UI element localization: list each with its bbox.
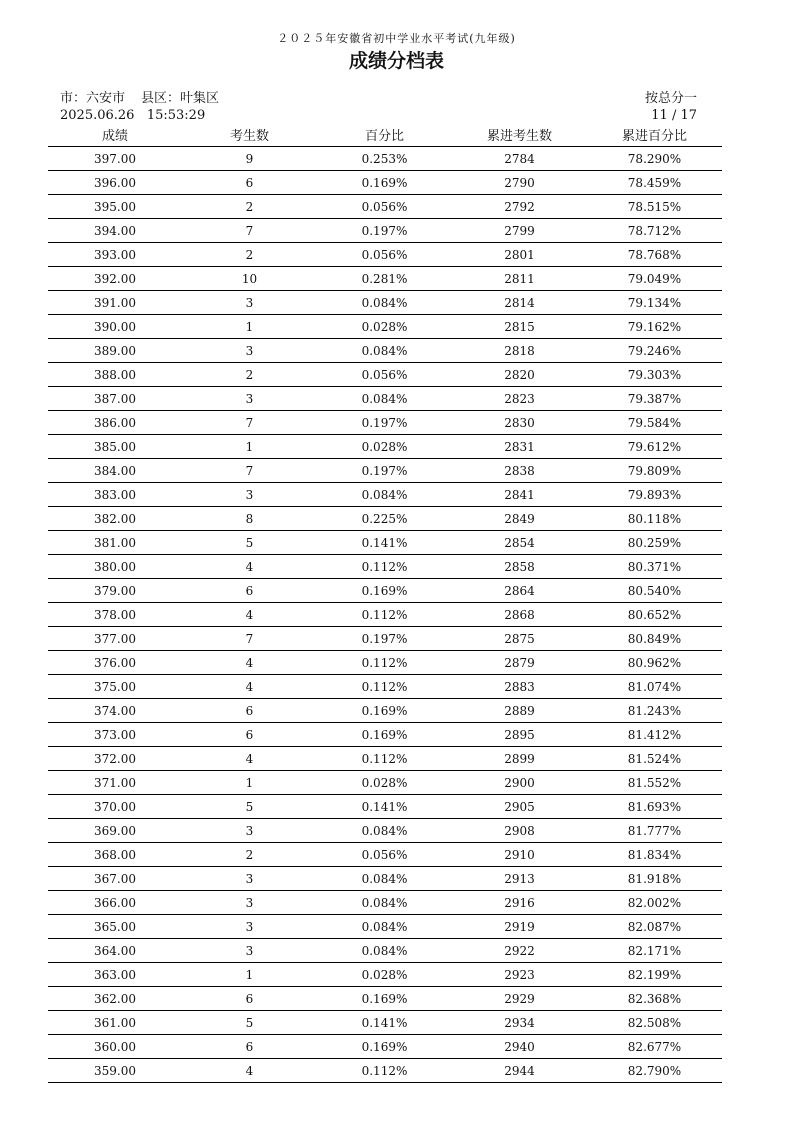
table-row (48, 987, 722, 1011)
table-row (48, 891, 722, 915)
cell-cumulative-count: 2841 (452, 483, 587, 507)
cell-cumulative-count: 2934 (452, 1011, 587, 1035)
cell-score: 385.00 (48, 435, 182, 459)
cell-cumulative-count: 2900 (452, 771, 587, 795)
cell-score: 363.00 (48, 963, 182, 987)
cell-cumulative-percent: 82.171% (587, 939, 722, 963)
cell-score: 368.00 (48, 843, 182, 867)
cell-count: 2 (182, 363, 317, 387)
cell-percent: 0.084% (317, 915, 452, 939)
cell-percent: 0.056% (317, 243, 452, 267)
cell-cumulative-percent: 80.118% (587, 507, 722, 531)
cell-cumulative-percent: 82.677% (587, 1035, 722, 1059)
table-row (48, 867, 722, 891)
cell-count: 3 (182, 291, 317, 315)
table-row (48, 603, 722, 627)
table-row (48, 291, 722, 315)
cell-count: 4 (182, 1059, 317, 1083)
cell-score: 394.00 (48, 219, 182, 243)
cell-percent: 0.084% (317, 891, 452, 915)
cell-count: 4 (182, 603, 317, 627)
table-row (48, 243, 722, 267)
cell-cumulative-count: 2944 (452, 1059, 587, 1083)
cell-cumulative-percent: 81.552% (587, 771, 722, 795)
table-row (48, 651, 722, 675)
cell-cumulative-percent: 78.290% (587, 147, 722, 171)
cell-count: 6 (182, 723, 317, 747)
cell-score: 389.00 (48, 339, 182, 363)
cell-cumulative-percent: 81.412% (587, 723, 722, 747)
report-meta-right (645, 90, 697, 124)
cell-score: 391.00 (48, 291, 182, 315)
cell-percent: 0.197% (317, 627, 452, 651)
cell-cumulative-count: 2811 (452, 267, 587, 291)
cell-cumulative-count: 2815 (452, 315, 587, 339)
cell-percent: 0.197% (317, 219, 452, 243)
cell-score: 395.00 (48, 195, 182, 219)
cell-cumulative-count: 2790 (452, 171, 587, 195)
cell-percent: 0.112% (317, 1059, 452, 1083)
cell-cumulative-count: 2868 (452, 603, 587, 627)
city-label: 市：六安市 (60, 91, 126, 106)
cell-score: 379.00 (48, 579, 182, 603)
cell-cumulative-percent: 78.459% (587, 171, 722, 195)
cell-cumulative-count: 2922 (452, 939, 587, 963)
table-row (48, 843, 722, 867)
cell-count: 7 (182, 627, 317, 651)
table-row (48, 315, 722, 339)
cell-count: 3 (182, 891, 317, 915)
cell-percent: 0.084% (317, 867, 452, 891)
cell-cumulative-count: 2792 (452, 195, 587, 219)
cell-cumulative-percent: 79.584% (587, 411, 722, 435)
cell-percent: 0.141% (317, 795, 452, 819)
cell-count: 1 (182, 963, 317, 987)
cell-cumulative-percent: 79.387% (587, 387, 722, 411)
cell-cumulative-percent: 80.371% (587, 555, 722, 579)
cell-count: 2 (182, 843, 317, 867)
cell-count: 3 (182, 915, 317, 939)
cell-score: 378.00 (48, 603, 182, 627)
table-row (48, 195, 722, 219)
cell-score: 369.00 (48, 819, 182, 843)
table-row (48, 507, 722, 531)
cell-count: 4 (182, 747, 317, 771)
cell-cumulative-percent: 80.259% (587, 531, 722, 555)
cell-count: 5 (182, 795, 317, 819)
cell-percent: 0.028% (317, 963, 452, 987)
cell-cumulative-count: 2784 (452, 147, 587, 171)
cell-cumulative-percent: 79.612% (587, 435, 722, 459)
cell-count: 2 (182, 195, 317, 219)
cell-count: 7 (182, 411, 317, 435)
table-row (48, 387, 722, 411)
cell-cumulative-count: 2823 (452, 387, 587, 411)
cell-cumulative-count: 2818 (452, 339, 587, 363)
cell-cumulative-count: 2801 (452, 243, 587, 267)
cell-percent: 0.141% (317, 1011, 452, 1035)
table-row (48, 435, 722, 459)
table-row (48, 1035, 722, 1059)
cell-percent: 0.028% (317, 771, 452, 795)
cell-count: 3 (182, 483, 317, 507)
cell-count: 7 (182, 219, 317, 243)
cell-percent: 0.197% (317, 411, 452, 435)
cell-cumulative-count: 2929 (452, 987, 587, 1011)
cell-score: 388.00 (48, 363, 182, 387)
report-meta-left (60, 90, 235, 124)
cell-cumulative-percent: 78.515% (587, 195, 722, 219)
cell-score: 382.00 (48, 507, 182, 531)
cell-percent: 0.084% (317, 819, 452, 843)
cell-cumulative-percent: 78.712% (587, 219, 722, 243)
cell-cumulative-percent: 80.962% (587, 651, 722, 675)
cell-score: 392.00 (48, 267, 182, 291)
table-row (48, 795, 722, 819)
cell-cumulative-percent: 80.849% (587, 627, 722, 651)
cell-cumulative-percent: 81.693% (587, 795, 722, 819)
cell-count: 7 (182, 459, 317, 483)
cell-count: 6 (182, 699, 317, 723)
cell-score: 367.00 (48, 867, 182, 891)
cell-count: 4 (182, 555, 317, 579)
report-datetime: 2025.06.26 15:53:29 (60, 108, 206, 123)
cell-cumulative-percent: 79.049% (587, 267, 722, 291)
cell-cumulative-percent: 82.199% (587, 963, 722, 987)
cell-score: 374.00 (48, 699, 182, 723)
cell-percent: 0.084% (317, 291, 452, 315)
cell-cumulative-percent: 82.002% (587, 891, 722, 915)
cell-percent: 0.253% (317, 147, 452, 171)
cell-count: 9 (182, 147, 317, 171)
cell-score: 370.00 (48, 795, 182, 819)
cell-count: 3 (182, 339, 317, 363)
cell-cumulative-count: 2831 (452, 435, 587, 459)
table-header-row (48, 123, 722, 147)
cell-score: 384.00 (48, 459, 182, 483)
table-row (48, 147, 722, 171)
sort-mode-label: 按总分一 (644, 91, 697, 106)
page-number: 11 / 17 (651, 108, 697, 123)
cell-percent: 0.028% (317, 315, 452, 339)
cell-score: 360.00 (48, 1035, 182, 1059)
cell-cumulative-percent: 81.777% (587, 819, 722, 843)
cell-cumulative-percent: 79.134% (587, 291, 722, 315)
cell-score: 387.00 (48, 387, 182, 411)
cell-count: 2 (182, 243, 317, 267)
report-subtitle: ２０２５年安徽省初中学业水平考试(九年级) (277, 32, 516, 45)
cell-score: 366.00 (48, 891, 182, 915)
table-row (48, 627, 722, 651)
table-row (48, 915, 722, 939)
table-row (48, 1059, 722, 1083)
cell-cumulative-count: 2814 (452, 291, 587, 315)
cell-cumulative-count: 2854 (452, 531, 587, 555)
cell-count: 6 (182, 579, 317, 603)
cell-score: 390.00 (48, 315, 182, 339)
cell-cumulative-percent: 79.303% (587, 363, 722, 387)
cell-cumulative-percent: 81.243% (587, 699, 722, 723)
cell-percent: 0.084% (317, 483, 452, 507)
cell-percent: 0.169% (317, 1035, 452, 1059)
cell-score: 376.00 (48, 651, 182, 675)
cell-score: 380.00 (48, 555, 182, 579)
cell-percent: 0.169% (317, 171, 452, 195)
column-header-cumulative-percent: 累进百分比 (587, 123, 722, 147)
table-row (48, 459, 722, 483)
table-row (48, 819, 722, 843)
cell-percent: 0.225% (317, 507, 452, 531)
cell-count: 8 (182, 507, 317, 531)
cell-percent: 0.281% (317, 267, 452, 291)
cell-cumulative-count: 2895 (452, 723, 587, 747)
cell-count: 3 (182, 819, 317, 843)
cell-percent: 0.112% (317, 675, 452, 699)
table-header (48, 123, 722, 147)
cell-percent: 0.056% (317, 843, 452, 867)
cell-cumulative-count: 2799 (452, 219, 587, 243)
cell-cumulative-count: 2883 (452, 675, 587, 699)
table-row (48, 579, 722, 603)
table-row (48, 747, 722, 771)
cell-percent: 0.169% (317, 987, 452, 1011)
table-row (48, 771, 722, 795)
cell-percent: 0.112% (317, 603, 452, 627)
cell-cumulative-percent: 79.246% (587, 339, 722, 363)
cell-score: 361.00 (48, 1011, 182, 1035)
cell-score: 381.00 (48, 531, 182, 555)
cell-score: 372.00 (48, 747, 182, 771)
cell-cumulative-count: 2916 (452, 891, 587, 915)
cell-cumulative-percent: 81.834% (587, 843, 722, 867)
cell-cumulative-count: 2875 (452, 627, 587, 651)
table-row (48, 555, 722, 579)
cell-count: 6 (182, 987, 317, 1011)
cell-count: 6 (182, 171, 317, 195)
cell-percent: 0.084% (317, 939, 452, 963)
cell-count: 3 (182, 939, 317, 963)
cell-cumulative-count: 2923 (452, 963, 587, 987)
cell-cumulative-count: 2838 (452, 459, 587, 483)
cell-score: 383.00 (48, 483, 182, 507)
cell-count: 4 (182, 675, 317, 699)
cell-percent: 0.056% (317, 195, 452, 219)
cell-cumulative-count: 2820 (452, 363, 587, 387)
cell-count: 5 (182, 531, 317, 555)
table-row (48, 531, 722, 555)
cell-cumulative-count: 2830 (452, 411, 587, 435)
cell-count: 1 (182, 315, 317, 339)
cell-cumulative-percent: 79.162% (587, 315, 722, 339)
cell-score: 371.00 (48, 771, 182, 795)
cell-score: 375.00 (48, 675, 182, 699)
cell-percent: 0.112% (317, 555, 452, 579)
cell-percent: 0.112% (317, 747, 452, 771)
cell-cumulative-count: 2919 (452, 915, 587, 939)
cell-count: 3 (182, 387, 317, 411)
table-row (48, 939, 722, 963)
column-header-percent: 百分比 (317, 123, 452, 147)
cell-score: 364.00 (48, 939, 182, 963)
table-row (48, 411, 722, 435)
cell-cumulative-count: 2858 (452, 555, 587, 579)
cell-count: 6 (182, 1035, 317, 1059)
cell-cumulative-percent: 79.893% (587, 483, 722, 507)
table-row (48, 171, 722, 195)
cell-count: 3 (182, 867, 317, 891)
table-body (48, 147, 722, 1083)
cell-cumulative-percent: 81.524% (587, 747, 722, 771)
cell-cumulative-percent: 82.087% (587, 915, 722, 939)
cell-score: 396.00 (48, 171, 182, 195)
cell-percent: 0.028% (317, 435, 452, 459)
cell-score: 377.00 (48, 627, 182, 651)
table-row (48, 723, 722, 747)
cell-count: 4 (182, 651, 317, 675)
table-row (48, 219, 722, 243)
cell-count: 1 (182, 771, 317, 795)
cell-percent: 0.197% (317, 459, 452, 483)
cell-cumulative-percent: 82.508% (587, 1011, 722, 1035)
table-row (48, 483, 722, 507)
cell-percent: 0.084% (317, 339, 452, 363)
district-label: 县区：叶集区 (141, 91, 220, 106)
cell-cumulative-count: 2940 (452, 1035, 587, 1059)
cell-cumulative-percent: 80.540% (587, 579, 722, 603)
cell-cumulative-percent: 82.790% (587, 1059, 722, 1083)
table-row (48, 699, 722, 723)
cell-cumulative-count: 2864 (452, 579, 587, 603)
cell-count: 10 (182, 267, 317, 291)
table-row (48, 339, 722, 363)
table-row (48, 363, 722, 387)
cell-percent: 0.169% (317, 699, 452, 723)
cell-cumulative-percent: 78.768% (587, 243, 722, 267)
table-row (48, 1011, 722, 1035)
cell-score: 393.00 (48, 243, 182, 267)
column-header-count: 考生数 (182, 123, 317, 147)
cell-percent: 0.084% (317, 387, 452, 411)
report-title: 成绩分档表 (348, 50, 444, 72)
cell-cumulative-count: 2849 (452, 507, 587, 531)
region-line (60, 90, 235, 107)
cell-score: 359.00 (48, 1059, 182, 1083)
cell-score: 362.00 (48, 987, 182, 1011)
cell-percent: 0.056% (317, 363, 452, 387)
table-row (48, 963, 722, 987)
cell-cumulative-percent: 81.918% (587, 867, 722, 891)
cell-cumulative-percent: 82.368% (587, 987, 722, 1011)
table-row (48, 267, 722, 291)
cell-count: 1 (182, 435, 317, 459)
cell-cumulative-count: 2899 (452, 747, 587, 771)
cell-score: 386.00 (48, 411, 182, 435)
cell-count: 5 (182, 1011, 317, 1035)
table-row (48, 675, 722, 699)
column-header-score: 成绩 (48, 123, 182, 147)
cell-cumulative-count: 2913 (452, 867, 587, 891)
cell-cumulative-percent: 81.074% (587, 675, 722, 699)
cell-score: 373.00 (48, 723, 182, 747)
cell-cumulative-count: 2905 (452, 795, 587, 819)
cell-cumulative-percent: 79.809% (587, 459, 722, 483)
cell-cumulative-count: 2910 (452, 843, 587, 867)
cell-score: 397.00 (48, 147, 182, 171)
cell-percent: 0.141% (317, 531, 452, 555)
cell-cumulative-percent: 80.652% (587, 603, 722, 627)
cell-percent: 0.169% (317, 723, 452, 747)
score-distribution-table (48, 123, 722, 1083)
cell-cumulative-count: 2889 (452, 699, 587, 723)
cell-score: 365.00 (48, 915, 182, 939)
cell-cumulative-count: 2879 (452, 651, 587, 675)
column-header-cumulative-count: 累进考生数 (452, 123, 587, 147)
cell-percent: 0.112% (317, 651, 452, 675)
cell-cumulative-count: 2908 (452, 819, 587, 843)
cell-percent: 0.169% (317, 579, 452, 603)
